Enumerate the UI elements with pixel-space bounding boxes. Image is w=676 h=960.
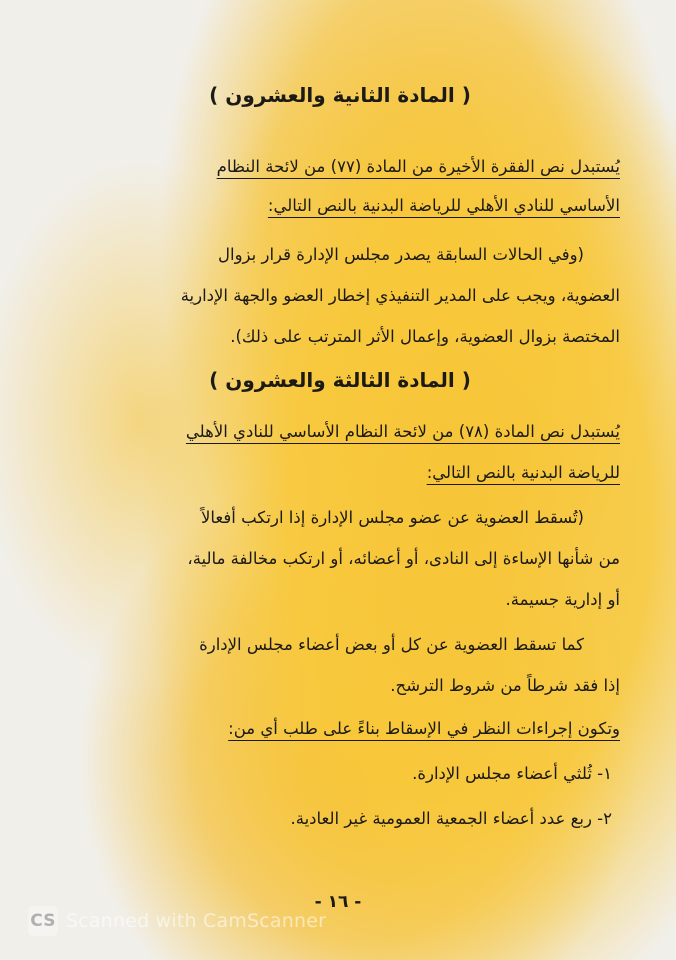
article-22-intro-line-1: يُستبدل نص الفقرة الأخيرة من المادة (٧٧) من لائحة النظام bbox=[216, 157, 620, 176]
article-23-body-line-5: إذا فقد شرطاً من شروط الترشح. bbox=[390, 676, 620, 695]
article-23-intro-line-2: للرياضة البدنية بالنص التالي: bbox=[426, 463, 620, 482]
article-22-intro-line-2: الأساسي للنادي الأهلي للرياضة البدنية بالنص التالي: bbox=[267, 196, 620, 215]
article-22-body-line-1: (وفي الحالات السابقة يصدر مجلس الإدارة قرار بزوال bbox=[218, 245, 584, 264]
article-23-heading: ( المادة الثالثة والعشرون ) bbox=[209, 368, 471, 392]
article-23-body-line-4: كما تسقط العضوية عن كل أو بعض أعضاء مجلس الإدارة bbox=[199, 635, 584, 654]
article-22-body-line-3: المختصة بزوال العضوية، وإعمال الأثر المترتب على ذلك). bbox=[230, 327, 620, 346]
article-23-body-line-2: من شأنها الإساءة إلى النادى، أو أعضائه، أو ارتكب مخالفة مالية، bbox=[187, 549, 620, 568]
article-23-intro-line-1: يُستبدل نص المادة (٧٨) من لائحة النظام الأساسي للنادي الأهلي bbox=[185, 422, 620, 441]
article-22-body-line-2: العضوية، ويجب على المدير التنفيذي إخطار العضو والجهة الإدارية bbox=[180, 286, 620, 305]
watermark-text: Scanned with CamScanner bbox=[66, 910, 327, 932]
article-23-body-line-3: أو إدارية جسيمة. bbox=[505, 590, 620, 609]
camscanner-watermark bbox=[28, 906, 326, 936]
article-23-item-1: ١- ثُلثي أعضاء مجلس الإدارة. bbox=[412, 764, 612, 783]
camscanner-logo-icon: CS bbox=[28, 906, 58, 936]
article-23-item-2: ٢- ربع عدد أعضاء الجمعية العمومية غير العادية. bbox=[290, 809, 612, 828]
page-number: - ١٦ - bbox=[314, 892, 362, 912]
article-23-body-line-1: (تُسقط العضوية عن عضو مجلس الإدارة إذا ارتكب أفعالاً bbox=[200, 508, 584, 527]
document-body bbox=[60, 80, 620, 839]
article-23-procedure-line: وتكون إجراءات النظر في الإسقاط بناءً على طلب أي من: bbox=[228, 719, 620, 738]
article-22-heading: ( المادة الثانية والعشرون ) bbox=[209, 83, 471, 107]
